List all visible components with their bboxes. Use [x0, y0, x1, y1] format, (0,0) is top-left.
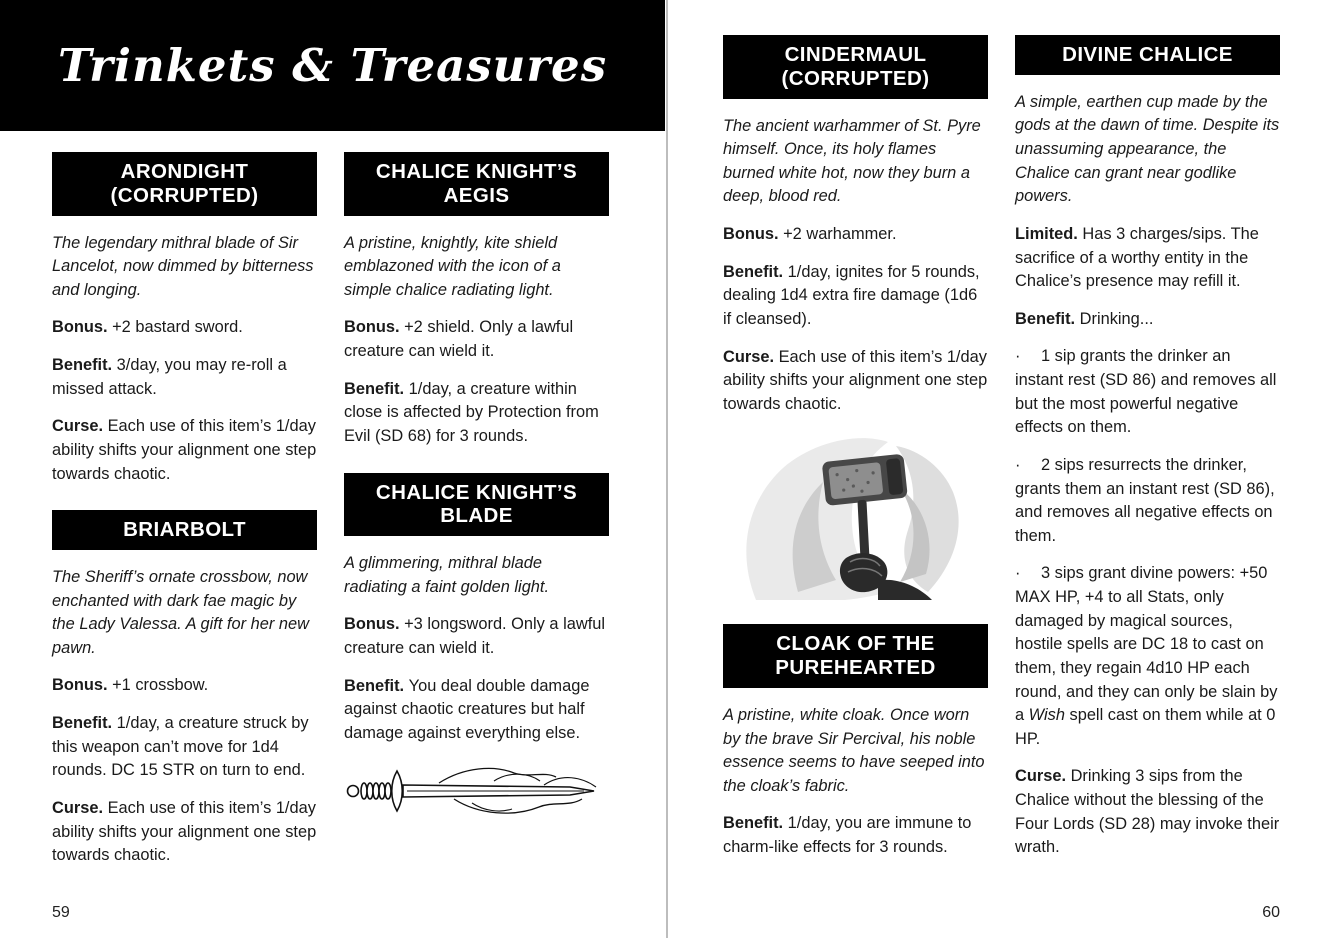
paragraph-label: Bonus. [344, 318, 405, 337]
bullet-icon: · [1015, 564, 1021, 583]
item-flavor-text: The Sheriff’s ornate crossbow, now enchanted with dark fae magic by the Lady Valessa. A gift for her new pawn. [52, 567, 309, 657]
item-flavor-text: A pristine, knightly, kite shield emblazoned with the icon of a simple chalice radiating light. [344, 233, 561, 299]
paragraph-label: Limited. [1015, 224, 1083, 243]
paragraph-label: Benefit. [723, 262, 788, 281]
paragraph-label: Curse. [723, 347, 779, 366]
paragraph-label: Bonus. [723, 225, 784, 244]
item-bullet: · 3 sips grant divine powers: +50 MAX HP, +4 to all Stats, only damaged by magical sources, hostile spells are DC 18 to cast on them, they regain 4d10 HP each round, and they can only be slain by a Wish spell cast on them while at 0 HP. [1015, 564, 1278, 748]
chapter-title: Trinkets & Treasures [57, 39, 608, 92]
content-column [1015, 35, 1280, 874]
item-title: CINDERMAUL (CORRUPTED) [723, 35, 988, 99]
page-number: 59 [52, 904, 70, 921]
paragraph-label: Curse. [52, 798, 108, 817]
item-title: BRIARBOLT [52, 510, 317, 550]
item-flavor-text: The legendary mithral blade of Sir Lancelot, now dimmed by bitterness and longing. [52, 233, 314, 299]
content-column [723, 35, 988, 874]
warhammer-illustration [728, 430, 983, 600]
item-flavor-text: The ancient warhammer of St. Pyre himself. Once, its holy flames burned white hot, now they burn a deep, blood red. [723, 116, 981, 206]
item-paragraph: Benefit. 1/day, ignites for 5 rounds, dealing 1d4 extra fire damage (1d6 if cleansed). [723, 262, 980, 328]
item-paragraph: Bonus. +3 longsword. Only a lawful creature can wield it. [344, 615, 605, 657]
item-flavor-text: A simple, earthen cup made by the gods at the dawn of time. Despite its unassuming appearance, the Chalice can grant near godlike powers. [1015, 92, 1280, 206]
item-paragraph: Curse. Each use of this item’s 1/day ability shifts your alignment one step towards chaotic. [52, 417, 317, 483]
item-paragraph: Limited. Has 3 charges/sips. The sacrifice of a worthy entity in the Chalice’s presence may refill it. [1015, 224, 1259, 291]
italic-term: Wish [1028, 706, 1065, 725]
sword-illustration [344, 759, 609, 823]
item-paragraph: Benefit. 1/day, a creature within close is affected by Protection from Evil (SD 68) for 3 rounds. [344, 379, 599, 445]
paragraph-label: Benefit. [344, 676, 409, 695]
item-paragraph: Curse. Drinking 3 sips from the Chalice without the blessing of the Four Lords (SD 28) may invoke their wrath. [1015, 767, 1280, 857]
paragraph-label: Benefit. [723, 814, 788, 833]
right-page [669, 0, 1335, 938]
paragraph-label: Bonus. [52, 318, 113, 337]
paragraph-label: Benefit. [52, 356, 117, 375]
item-flavor-text: A pristine, white cloak. Once worn by the brave Sir Percival, his noble essence seems to have seeped into the cloak’s fabric. [723, 705, 985, 795]
item-title: CLOAK OF THE PUREHEARTED [723, 624, 988, 688]
content-column [344, 152, 609, 882]
item-bullet: · 2 sips resurrects the drinker, grants them an instant rest (SD 86), and removes all negative effects on them. [1015, 455, 1275, 545]
item-bullet: · 1 sip grants the drinker an instant rest (SD 86) and removes all but the most powerful negative effects on them. [1015, 347, 1277, 437]
item-title: CHALICE KNIGHT’S AEGIS [344, 152, 609, 216]
item-title: DIVINE CHALICE [1015, 35, 1280, 75]
item-paragraph: Benefit. 3/day, you may re-roll a missed attack. [52, 356, 287, 398]
item-paragraph: Bonus. +1 crossbow. [52, 676, 209, 695]
bullet-icon: · [1015, 347, 1021, 366]
item-title: CHALICE KNIGHT’S BLADE [344, 473, 609, 537]
item-paragraph: Benefit. You deal double damage against chaotic creatures but half damage against everything else. [344, 676, 590, 742]
item-paragraph: Bonus. +2 bastard sword. [52, 318, 243, 337]
left-page [0, 0, 666, 938]
item-flavor-text: A glimmering, mithral blade radiating a faint golden light. [344, 554, 550, 596]
chapter-banner [0, 0, 665, 131]
item-title: ARONDIGHT (CORRUPTED) [52, 152, 317, 216]
item-paragraph: Benefit. Drinking... [1015, 309, 1154, 328]
page-divider [666, 0, 668, 938]
page-number: 60 [1262, 904, 1280, 921]
item-paragraph: Benefit. 1/day, you are immune to charm-like effects for 3 rounds. [723, 814, 972, 857]
paragraph-label: Benefit. [344, 379, 409, 398]
paragraph-label: Benefit. [1015, 309, 1080, 328]
item-paragraph: Bonus. +2 shield. Only a lawful creature can wield it. [344, 318, 574, 361]
paragraph-label: Curse. [52, 417, 108, 436]
item-paragraph: Bonus. +2 warhammer. [723, 225, 897, 244]
paragraph-label: Curse. [1015, 767, 1071, 786]
item-paragraph: Curse. Each use of this item’s 1/day ability shifts your alignment one step towards chaotic. [52, 798, 317, 865]
left-page-columns [52, 152, 609, 882]
content-column [52, 152, 317, 882]
bullet-icon: · [1015, 455, 1021, 474]
right-page-columns [723, 35, 1280, 874]
item-paragraph: Curse. Each use of this item’s 1/day ability shifts your alignment one step towards chaotic. [723, 347, 988, 413]
paragraph-label: Benefit. [52, 714, 117, 733]
paragraph-label: Bonus. [52, 676, 113, 695]
item-paragraph: Benefit. 1/day, a creature struck by this weapon can’t move for 1d4 rounds. DC 15 STR on turn to end. [52, 714, 309, 780]
paragraph-label: Bonus. [344, 615, 405, 634]
